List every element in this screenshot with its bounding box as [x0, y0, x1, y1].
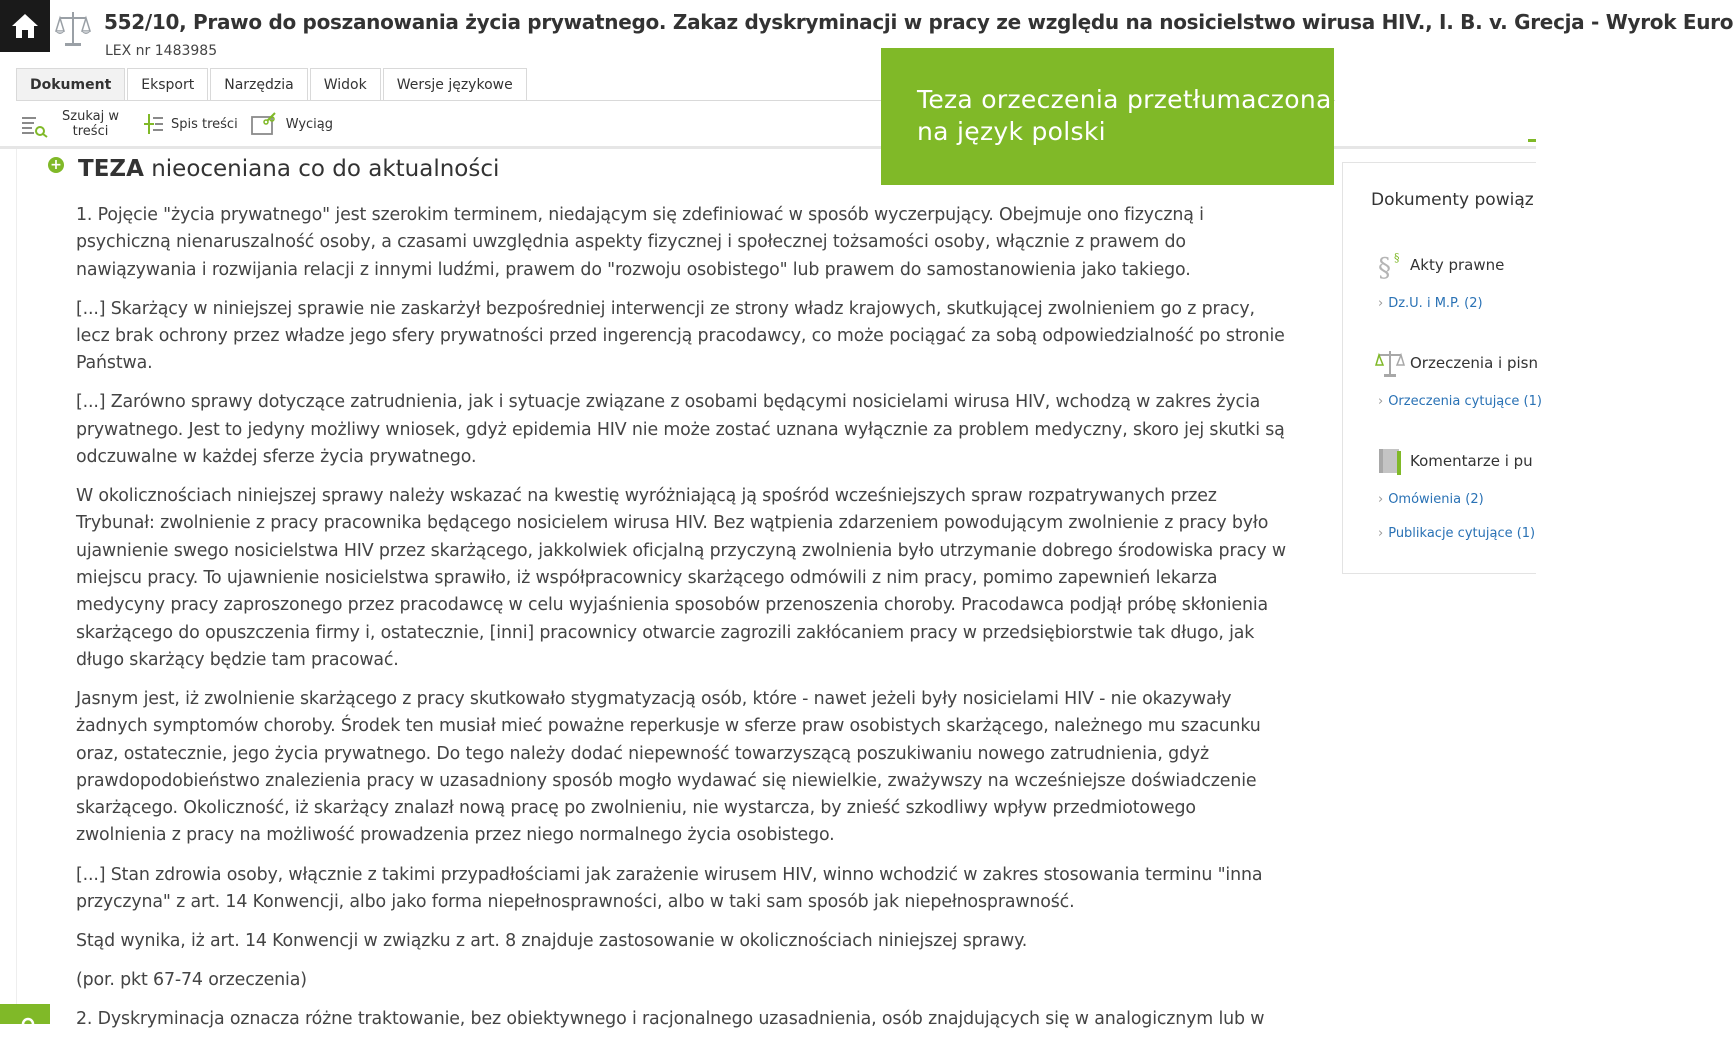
svg-text:§: § — [1394, 251, 1400, 264]
scale-icon — [55, 9, 91, 49]
section-label: Orzeczenia i pisn — [1410, 354, 1539, 372]
chevron-right-icon: › — [1378, 296, 1384, 311]
tab-widok[interactable]: Widok — [310, 68, 381, 101]
teza-paragraph: 2. Dyskryminacja oznacza różne traktowanie, bez obiektywnego i racjonalnego uzasadnienia, osób znajdujących się w analogicznym lub w — [76, 1009, 1265, 1030]
link-dzu-mp[interactable] — [1378, 296, 1483, 311]
chevron-right-icon: › — [1378, 394, 1384, 409]
tab-dokument[interactable]: Dokument — [16, 68, 125, 101]
banner-line2: na język polski — [917, 117, 1106, 146]
expand-plus-icon[interactable]: + — [48, 157, 64, 173]
book-icon — [1376, 446, 1404, 476]
search-label-line1: Szukaj w — [62, 109, 119, 124]
teza-paragraph: Stąd wynika, iż art. 14 Konwencji w związku z art. 8 znajduje zastosowanie w okolicznościach niniejszej sprawy. — [76, 930, 1028, 951]
teza-paragraph: (por. pkt 67-74 orzeczenia) — [76, 970, 307, 990]
related-documents-title: Dokumenty powiąz — [1371, 190, 1534, 210]
tab-wersje-jezykowe[interactable]: Wersje językowe — [383, 68, 527, 101]
toc-icon — [141, 111, 167, 137]
link-discussions[interactable] — [1378, 492, 1484, 507]
scale-icon — [1376, 348, 1404, 378]
teza-paragraph: [...] Zarówno sprawy dotyczące zatrudnienia, jak i sytuacje związane z osobami będącymi nosicielami wirusa HIV, wchodzą w zakres życia prywatnego. Jest to jedyny możliwy wniosek, gdyż epidemia HIV nie może zostać uznana wyłącznie za problem medyczny, skoro jej skutki są odczuwalne w każdej sferze życia prywatnego. — [76, 392, 1285, 467]
lex-number: LEX nr 1483985 — [105, 43, 218, 59]
link-label: Publikacje cytujące (1) — [1388, 526, 1536, 541]
chevron-right-icon: › — [1378, 492, 1384, 507]
banner-line1: Teza orzeczenia przetłumaczona — [917, 85, 1332, 114]
search-in-text-button[interactable] — [62, 109, 119, 139]
link-citing-publications[interactable] — [1378, 526, 1535, 541]
section-label: Komentarze i pu — [1410, 452, 1533, 470]
page-title: 552/10, Prawo do poszanowania życia prywatnego. Zakaz dyskryminacji w pracy ze względu na nosicielstwo wirusa HIV., I. B. v. Grecja - Wyrok Euro — [104, 10, 1733, 34]
excerpt-label: Wyciąg — [285, 116, 333, 132]
search-label-line2: treści — [72, 124, 109, 139]
translation-note-banner — [881, 48, 1334, 185]
link-citing-judgments[interactable] — [1378, 394, 1542, 409]
tab-narzedzia[interactable]: Narzędzia — [210, 68, 307, 101]
teza-paragraph: Jasnym jest, iż zwolnienie skarżącego z pracy skutkowało stygmatyzacją osób, które - nawet jeżeli były nosicielami HIV - nie okazywały żadnych symptomów choroby. Środek ten musiał mieć poważne reperkusje w sferze praw osobistych skarżącego, należnego mu szacunku oraz, ostatecznie, jego życia prywatnego. Do tego należy dodać niepewność towarzyszącą poszukiwaniu nowego zatrudnienia, gdyż prawdopodobieństwo znalezienia pracy w uzasadniony sposób mogło wydawać się niewielkie, zważywszy na wcześniejsze doświadczenie skarżącego. Okoliczność, iż skarżący znalazł nową pracę po zwolnieniu, nie wystarcza, by znieść szkodliwy wpływ przedmiotowego zwolnienia z pracy na możliwość prowadzenia przez niego normalnego życia osobistego. — [76, 688, 1261, 846]
section-label: Akty prawne — [1410, 256, 1505, 274]
teza-title-rest: nieoceniana co do aktualności — [143, 156, 500, 182]
toc-button[interactable] — [141, 111, 238, 137]
tab-bar — [16, 68, 529, 101]
section-legal-acts[interactable] — [1376, 250, 1505, 283]
chevron-right-icon: › — [1378, 526, 1384, 541]
gear-icon — [0, 1004, 50, 1024]
link-label: Orzeczenia cytujące (1) — [1388, 394, 1542, 409]
teza-paragraph: [...] Stan zdrowia osoby, włącznie z takimi przypadłościami jak zarażenie wirusem HIV, winno wchodzić w zakres stosowania terminu "inna przyczyna" z art. 14 Konwencji, albo jako forma niepełnosprawności, albo w taki sam sposób jak niepełnosprawność. — [76, 864, 1263, 912]
teza-title — [78, 156, 499, 182]
tab-eksport[interactable]: Eksport — [127, 68, 208, 101]
settings-button[interactable] — [0, 1004, 50, 1024]
toolbar — [16, 102, 345, 146]
paragraph-icon — [1376, 250, 1404, 283]
link-label: Omówienia (2) — [1388, 492, 1484, 507]
section-commentaries[interactable] — [1376, 446, 1533, 476]
excerpt-button[interactable] — [250, 111, 333, 137]
search-in-text-icon[interactable] — [20, 110, 50, 138]
toc-label: Spis treści — [170, 116, 238, 132]
home-icon — [10, 12, 40, 40]
teza-heading — [48, 156, 499, 182]
teza-title-bold: TEZA — [78, 156, 144, 182]
link-label: Dz.U. i M.P. (2) — [1388, 296, 1483, 311]
section-judgments[interactable] — [1376, 348, 1538, 378]
teza-body — [76, 202, 1291, 1045]
excerpt-icon — [250, 111, 280, 137]
teza-paragraph: [...] Skarżący w niniejszej sprawie nie zaskarżył bezpośredniej interwencji ze strony władz krajowych, skutkującej zwolnieniem go z pracy, lecz brak ochrony przez władze jego sfery prywatności przed ingerencją pracodawcy, co może pociągać za sobą odpowiedzialność po stronie Państwa. — [76, 298, 1285, 374]
teza-paragraph: 1. Pojęcie "życia prywatnego" jest szerokim terminem, niedającym się zdefiniować w sposób wyczerpujący. Obejmuje ono fizyczną i psychiczną nienaruszalność osoby, a czasami uwzględnia aspekty fizycznej i społecznej tożsamości osoby, włącznie z prawem do nawiązywania i rozwijania relacji z innymi ludźmi, prawem do "rozwoju osobistego" lub prawem do samostanowienia jako takiego. — [76, 205, 1204, 280]
teza-paragraph: W okolicznościach niniejszej sprawy należy wskazać na kwestię wyróżniającą ją spośród wcześniejszych spraw rozpatrywanych przez Trybunał: zwolnienie z pracy pracownika będącego nosicielem wirusa HIV. Bez wątpienia zdarzeniem powodującym zwolnienie z pracy było ujawnienie swego nosicielstwa HIV przez skarżącego, jakkolwiek oficjalną przyczyną zwolnienia było utrzymanie dobrego środowiska pracy w miejscu pracy. To ujawnienie nosicielstwa sprawiło, iż współpracownicy skarżącego odmówili z nim pracy, pomimo zapewnień lekarza medycyny pracy zaproszonego przez pracodawcę w celu wyjaśnienia sposobów przenoszenia choroby. Pracodawca podjął próbę skłonienia skarżącego do opuszczenia firmy i, ostatecznie, [inni] pracownicy otwarcie zagrozili zakłócaniem pracy w przedsiębiorstwie tak długo, jak długo skarżący będzie tam pracować. — [76, 486, 1286, 670]
svg-text:§: § — [1378, 253, 1391, 283]
panel-toggle-handle[interactable] — [1528, 128, 1536, 142]
home-button[interactable] — [0, 0, 50, 52]
